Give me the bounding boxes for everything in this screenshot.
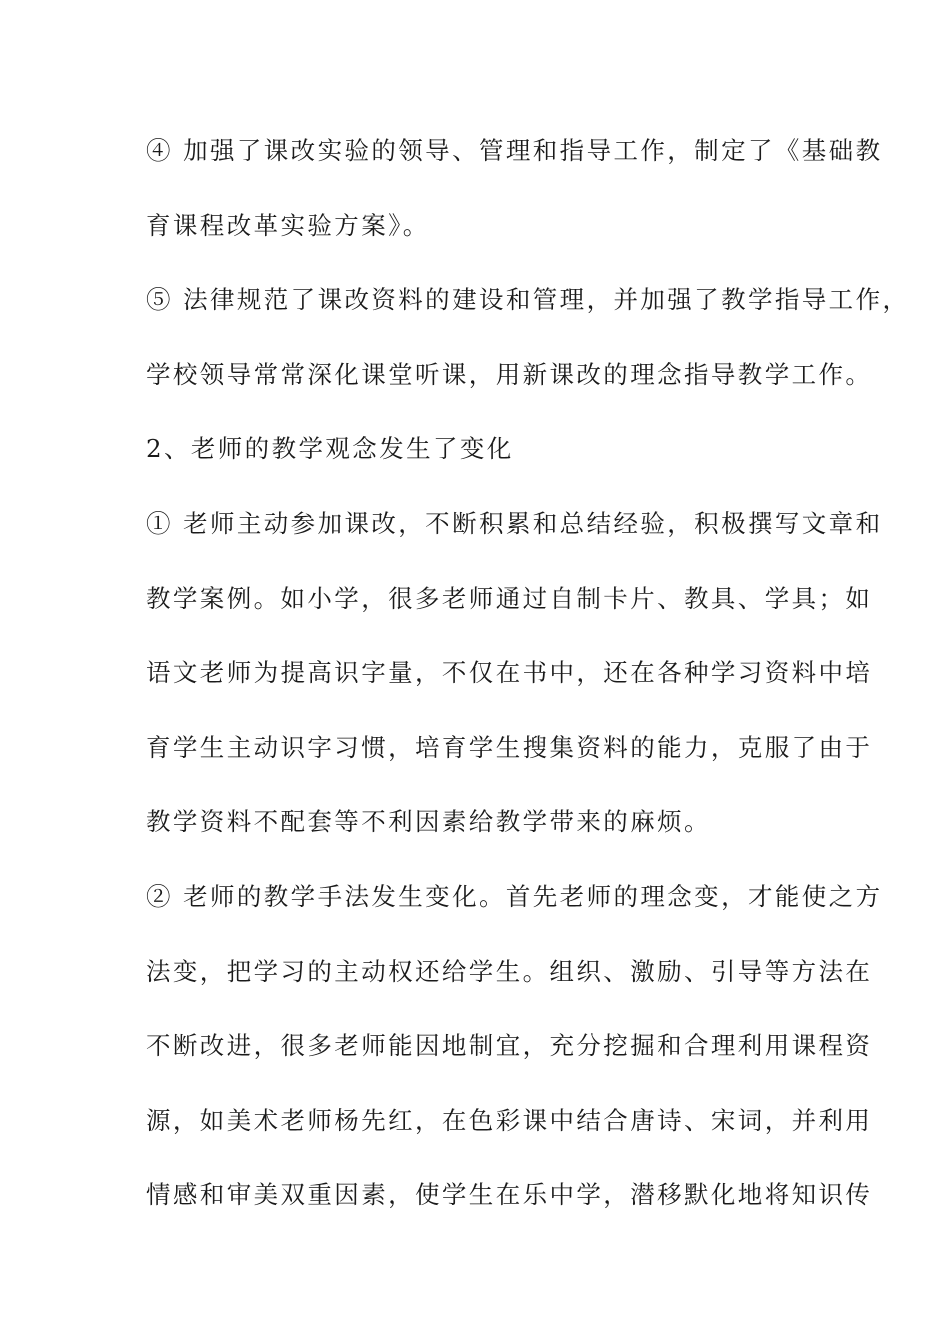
text-line: ④ 加强了课改实验的领导、管理和指导工作，制定了《基础教	[146, 136, 883, 165]
text-line: 育学生主动识字习惯，培育学生搜集资料的能力，克服了由于	[146, 733, 873, 762]
text-line: 情感和审美双重因素，使学生在乐中学，潜移默化地将知识传	[146, 1180, 873, 1209]
text-line: ① 老师主动参加课改，不断积累和总结经验，积极撰写文章和	[146, 509, 883, 538]
text-line: 教学案例。如小学，很多老师通过自制卡片、教具、学具；如	[146, 584, 873, 613]
text-line: 源，如美术老师杨先红，在色彩课中结合唐诗、宋词，并利用	[146, 1106, 873, 1135]
section-heading: 2、老师的教学观念发生了变化	[146, 434, 514, 463]
text-line: 育课程改革实验方案》。	[146, 211, 430, 240]
text-line: ⑤ 法律规范了课改资料的建设和管理，并加强了教学指导工作，	[146, 285, 910, 314]
text-line: 法变，把学习的主动权还给学生。组织、激励、引导等方法在	[146, 957, 873, 986]
text-line: 不断改进，很多老师能因地制宜，充分挖掘和合理利用课程资	[146, 1031, 873, 1060]
text-line: 学校领导常常深化课堂听课，用新课改的理念指导教学工作。	[146, 360, 873, 389]
text-line: 语文老师为提高识字量，不仅在书中，还在各种学习资料中培	[146, 658, 873, 687]
text-line: 教学资料不配套等不利因素给教学带来的麻烦。	[146, 807, 711, 836]
text-line: ② 老师的教学手法发生变化。首先老师的理念变，才能使之方	[146, 882, 883, 911]
